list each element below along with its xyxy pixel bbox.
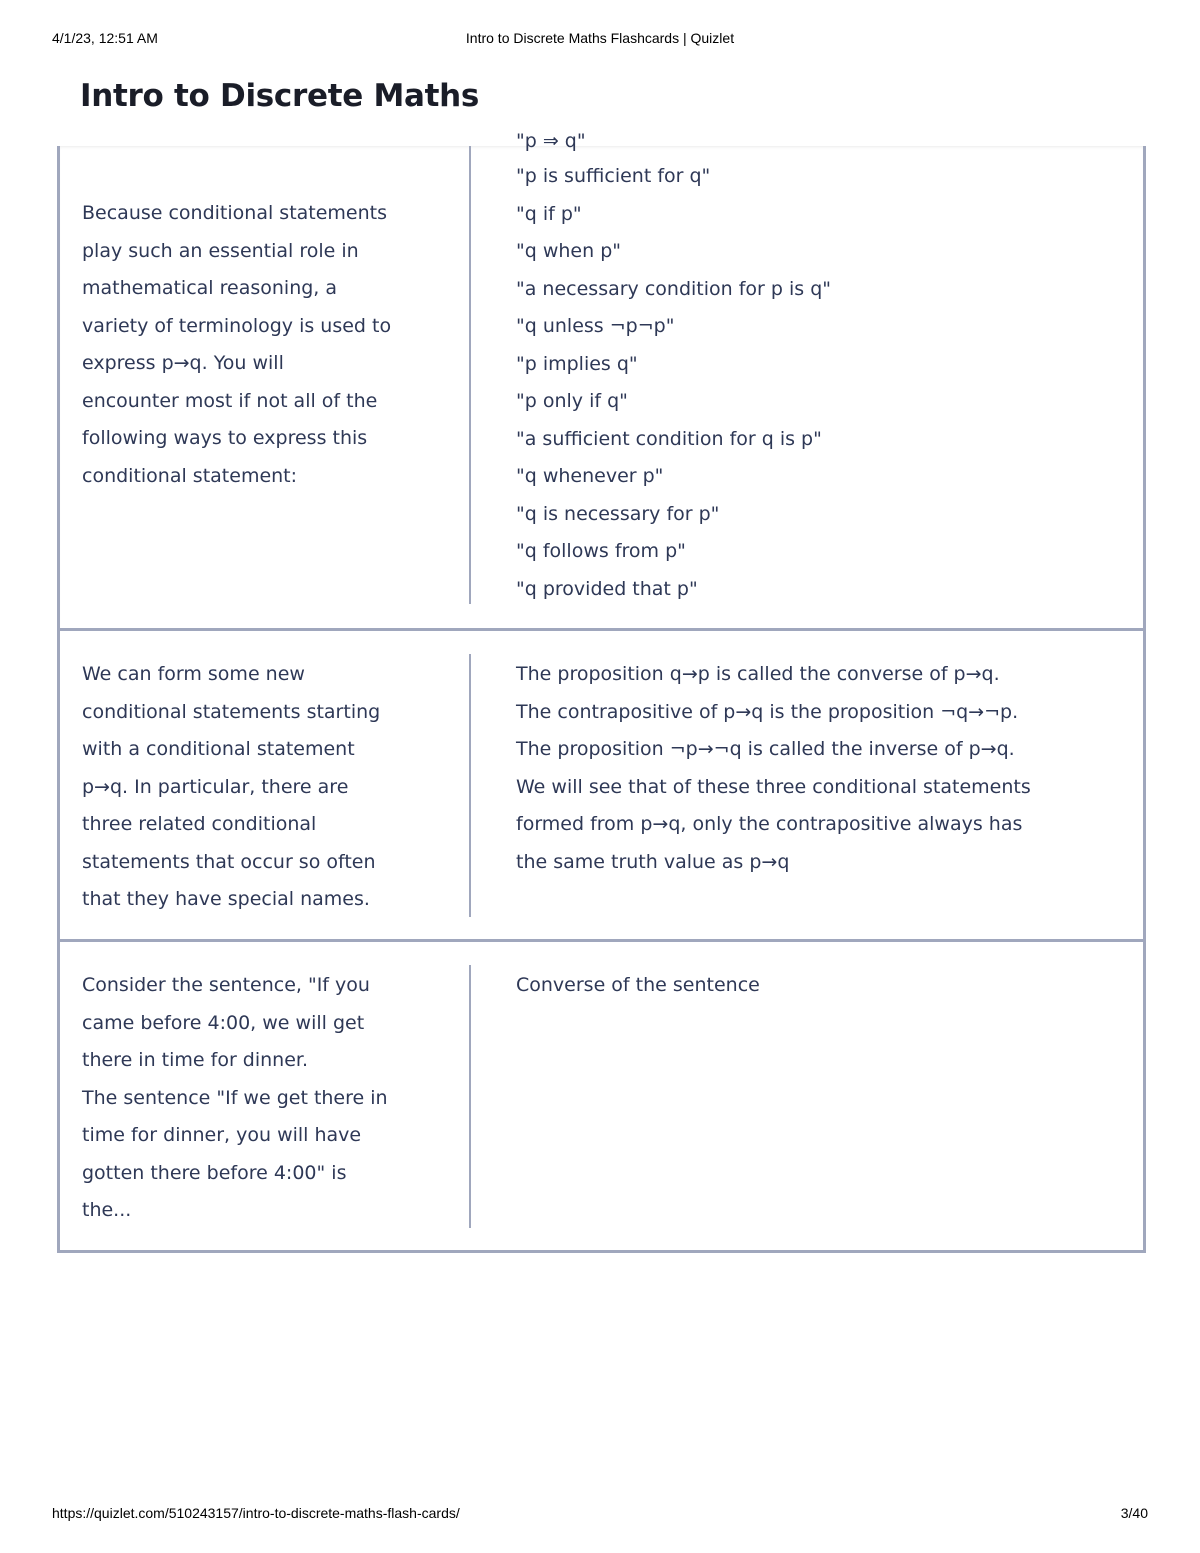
definition-line: "q if p" xyxy=(516,202,582,225)
term-line: conditional statement: xyxy=(82,464,298,487)
flashcard-term xyxy=(82,656,437,919)
term-line: Consider the sentence, "If you xyxy=(82,974,370,996)
definition-line: "q when p" xyxy=(516,240,621,262)
term-line: the... xyxy=(82,1199,132,1221)
term-line: that they have special names. xyxy=(82,888,370,910)
page-title: Intro to Discrete Maths xyxy=(80,78,480,114)
flashcard-term xyxy=(82,195,437,495)
definition-line: "q provided that p" xyxy=(516,577,698,600)
flashcard[interactable] xyxy=(57,942,1146,1253)
flashcard-definition xyxy=(516,656,1116,881)
term-line: following ways to express this xyxy=(82,427,368,449)
print-url: https://quizlet.com/510243157/intro-to-discrete-maths-flash-cards/ xyxy=(52,1505,460,1521)
term-line: play such an essential role in xyxy=(82,239,359,262)
definition-line: "q unless ¬p¬p" xyxy=(516,315,675,337)
flashcard[interactable] xyxy=(57,130,1146,631)
definition-cut-line: "p ⇒ q" xyxy=(516,130,586,152)
term-line: The sentence "If we get there in xyxy=(82,1086,388,1109)
term-line: mathematical reasoning, a xyxy=(82,277,338,299)
term-line: encounter most if not all of the xyxy=(82,389,378,412)
definition-line: The proposition ¬p→¬q is called the inverse of p→q. xyxy=(516,738,1015,760)
definition-line: "q follows from p" xyxy=(516,540,686,562)
print-document-title: Intro to Discrete Maths Flashcards | Quizlet xyxy=(465,30,735,46)
flashcard-definition xyxy=(516,158,1116,608)
term-line: Because conditional statements xyxy=(82,202,388,224)
term-line: statements that occur so often xyxy=(82,850,376,873)
definition-line: The contrapositive of p→q is the proposition ¬q→¬p. xyxy=(516,700,1019,723)
term-line: there in time for dinner. xyxy=(82,1049,309,1071)
term-line: conditional statements starting xyxy=(82,700,381,723)
definition-line: "p is sufficient for q" xyxy=(516,165,711,187)
definition-line: "a necessary condition for p is q" xyxy=(516,277,831,300)
flashcard-term xyxy=(82,967,437,1230)
definition-line: Converse of the sentence xyxy=(516,974,760,996)
definition-line: "p implies q" xyxy=(516,352,638,375)
card-divider xyxy=(469,654,471,917)
definition-line: "p only if q" xyxy=(516,390,628,412)
print-date: 4/1/23, 12:51 AM xyxy=(52,30,158,46)
card-divider xyxy=(469,146,471,604)
term-line: express p→q. You will xyxy=(82,352,284,374)
definition-line: "a sufficient condition for q is p" xyxy=(516,427,822,450)
flashcard-list xyxy=(57,130,1146,1253)
card-divider xyxy=(469,965,471,1228)
term-line: three related conditional xyxy=(82,813,317,835)
definition-line: We will see that of these three conditional statements xyxy=(516,775,1031,798)
definition-line: "q is necessary for p" xyxy=(516,502,720,525)
definition-line: The proposition q→p is called the converse of p→q. xyxy=(516,663,1000,685)
term-line: gotten there before 4:00" is xyxy=(82,1161,347,1184)
print-header xyxy=(0,30,1200,50)
definition-line: "q whenever p" xyxy=(516,465,664,487)
print-footer xyxy=(0,1505,1200,1525)
term-line: variety of terminology is used to xyxy=(82,314,392,337)
term-line: We can form some new xyxy=(82,663,305,685)
print-page-number: 3/40 xyxy=(1120,1505,1148,1521)
term-line: came before 4:00, we will get xyxy=(82,1011,365,1034)
flashcard[interactable] xyxy=(57,631,1146,942)
flashcard-definition xyxy=(516,967,1116,1005)
term-line: with a conditional statement xyxy=(82,738,355,760)
term-line: p→q. In particular, there are xyxy=(82,775,349,798)
term-line: time for dinner, you will have xyxy=(82,1124,362,1146)
definition-line: the same truth value as p→q xyxy=(516,850,790,873)
definition-line: formed from p→q, only the contrapositive always has xyxy=(516,813,1023,835)
